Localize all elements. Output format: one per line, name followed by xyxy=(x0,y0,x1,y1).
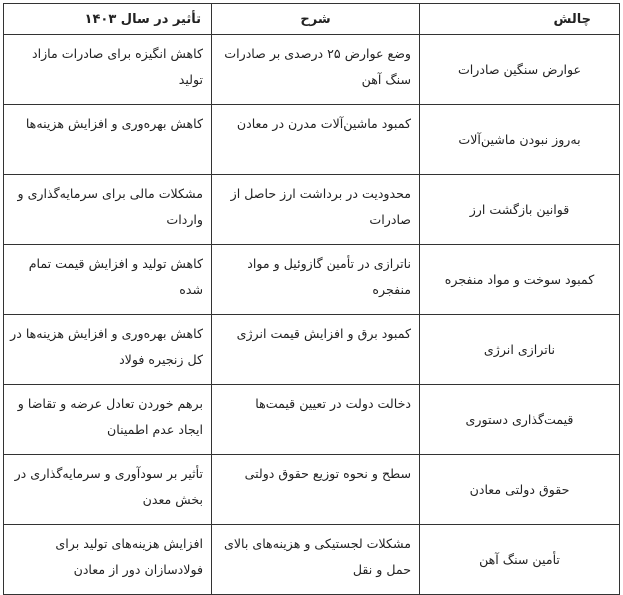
cell-impact: کاهش بهره‌وری و افزایش هزینه‌ها xyxy=(4,105,212,175)
cell-description: مشکلات لجستیکی و هزینه‌های بالای حمل و نقل xyxy=(212,525,420,595)
table-row xyxy=(4,105,620,175)
cell-description: ناترازی در تأمین گازوئیل و مواد منفجره xyxy=(212,245,420,315)
cell-description: دخالت دولت در تعیین قیمت‌ها xyxy=(212,385,420,455)
header-impact: تأثیر در سال ۱۴۰۳ xyxy=(4,4,212,35)
table-row xyxy=(4,385,620,455)
cell-description: وضع عوارض ۲۵ درصدی بر صادرات سنگ آهن xyxy=(212,35,420,105)
cell-challenge: به‌روز نبودن ماشین‌آلات xyxy=(420,105,620,175)
cell-challenge: قیمت‌گذاری دستوری xyxy=(420,385,620,455)
header-description: شرح xyxy=(212,4,420,35)
table-row xyxy=(4,525,620,595)
cell-impact: مشکلات مالی برای سرمایه‌گذاری و واردات xyxy=(4,175,212,245)
cell-impact: افزایش هزینه‌های تولید برای فولادسازان دور از معادن xyxy=(4,525,212,595)
cell-description: کمبود برق و افزایش قیمت انرژی xyxy=(212,315,420,385)
cell-description: محدودیت در برداشت ارز حاصل از صادرات xyxy=(212,175,420,245)
cell-impact: کاهش تولید و افزایش قیمت تمام شده xyxy=(4,245,212,315)
table-row xyxy=(4,455,620,525)
cell-description: سطح و نحوه توزیع حقوق دولتی xyxy=(212,455,420,525)
table-row xyxy=(4,315,620,385)
cell-impact: برهم خوردن تعادل عرضه و تقاضا و ایجاد عدم اطمینان xyxy=(4,385,212,455)
cell-challenge: حقوق دولتی معادن xyxy=(420,455,620,525)
table-header-row xyxy=(4,4,620,35)
cell-challenge: تأمین سنگ آهن xyxy=(420,525,620,595)
header-challenge: چالش xyxy=(420,4,620,35)
table-wrapper xyxy=(3,3,620,595)
cell-impact: کاهش انگیزه برای صادرات مازاد تولید xyxy=(4,35,212,105)
table-row xyxy=(4,175,620,245)
cell-description: کمبود ماشین‌آلات مدرن در معادن xyxy=(212,105,420,175)
cell-challenge: عوارض سنگین صادرات xyxy=(420,35,620,105)
cell-challenge: کمبود سوخت و مواد منفجره xyxy=(420,245,620,315)
cell-impact: تأثیر بر سودآوری و سرمایه‌گذاری در بخش معدن xyxy=(4,455,212,525)
cell-impact: کاهش بهره‌وری و افزایش هزینه‌ها در کل زنجیره فولاد xyxy=(4,315,212,385)
table-row xyxy=(4,35,620,105)
challenges-table xyxy=(3,3,620,595)
cell-challenge: قوانین بازگشت ارز xyxy=(420,175,620,245)
cell-challenge: ناترازی انرژی xyxy=(420,315,620,385)
table-row xyxy=(4,245,620,315)
